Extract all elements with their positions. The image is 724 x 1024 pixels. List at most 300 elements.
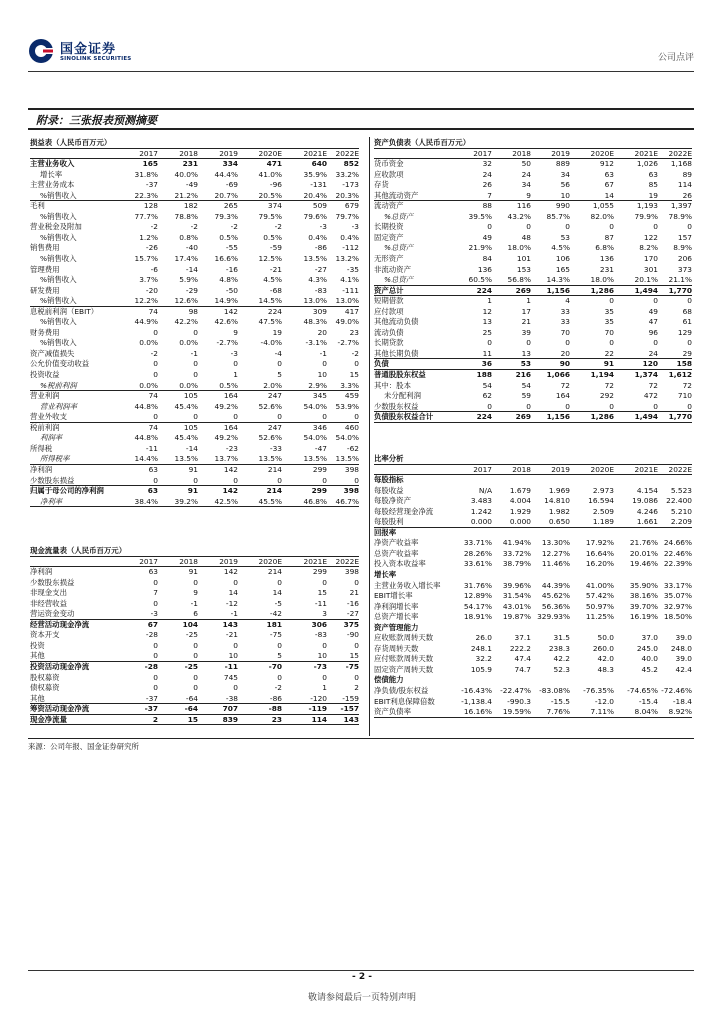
cell-value: 2018	[179, 148, 198, 158]
cell-value: 31.8%	[134, 169, 158, 179]
table-row	[30, 338, 359, 349]
cell-value: 306	[311, 619, 327, 629]
cell-value: 6.8%	[595, 243, 614, 253]
cell-value: 54	[482, 380, 492, 390]
cell-value: 301	[643, 264, 658, 274]
cell-value: 101	[516, 254, 531, 264]
cell-value: 329.93%	[537, 612, 570, 622]
cell-value: 0	[153, 577, 158, 587]
table-row	[30, 286, 359, 297]
cell-value: 1,194	[590, 370, 614, 380]
cell-value: 7	[153, 588, 158, 598]
cell-value: 1	[233, 370, 238, 380]
cell-value: 0	[233, 359, 238, 369]
cell-value: 20.4%	[303, 190, 327, 200]
row-label: 总资产增长率	[374, 612, 419, 622]
row-label: 资产负债率	[374, 707, 411, 717]
row-label: 税前利润	[30, 422, 60, 432]
cell-value: 299	[311, 486, 327, 496]
cell-value: 18.0%	[590, 275, 614, 285]
cell-value: 33.72%	[502, 548, 531, 558]
cell-value: 7	[487, 190, 492, 200]
table-row	[374, 549, 692, 560]
cell-value: 292	[599, 391, 614, 401]
cell-value: 181	[266, 619, 282, 629]
cell-value: 52.6%	[258, 401, 282, 411]
cell-value: 214	[267, 567, 282, 577]
cell-value: 2022E	[668, 148, 692, 158]
cell-value: 0	[233, 640, 238, 650]
cell-value: 2.9%	[308, 380, 327, 390]
row-label: 利润率	[40, 433, 63, 443]
cell-value: 53	[520, 359, 531, 369]
cell-value: 20	[560, 348, 570, 358]
table-row	[30, 578, 359, 589]
cell-value: 0	[526, 222, 531, 232]
cell-value: 47.4	[514, 654, 531, 664]
cell-value: 114	[677, 180, 692, 190]
table-row	[374, 570, 692, 581]
cell-value: 52.3	[553, 664, 570, 674]
row-label: %销售收入	[40, 275, 77, 285]
cell-value: 1.679	[509, 485, 531, 495]
cell-value: 84	[482, 254, 492, 264]
row-label: 债权募资	[30, 683, 60, 693]
cell-value: 164	[555, 391, 570, 401]
cell-value: 72	[604, 380, 614, 390]
table-row	[30, 265, 359, 276]
cell-value: 142	[223, 306, 238, 316]
brand-name-cn: 国金证券	[60, 42, 117, 57]
cell-value: 0	[322, 359, 327, 369]
cell-value: 1.969	[548, 485, 570, 495]
cell-value: 8.9%	[673, 243, 692, 253]
cell-value: 0	[153, 327, 158, 337]
cell-value: 0	[565, 401, 570, 411]
cell-value: 0	[653, 338, 658, 348]
cell-value: 142	[223, 464, 238, 474]
cell-value: 1,055	[592, 201, 614, 211]
cell-value: 35.07%	[663, 591, 692, 601]
table-row	[30, 683, 359, 694]
cell-value: 20	[317, 327, 327, 337]
cell-value: 0	[193, 672, 198, 682]
cell-value: 0	[193, 475, 198, 485]
cell-value: 16.64%	[585, 548, 614, 558]
cell-value: 0	[153, 370, 158, 380]
cell-value: 2019	[551, 148, 570, 158]
cell-value: 0	[609, 222, 614, 232]
cell-value: 269	[515, 412, 531, 422]
cell-value: -22.47%	[500, 686, 531, 696]
cell-value: 710	[677, 391, 692, 401]
cell-value: 9	[193, 588, 198, 598]
cell-value: 22.3%	[134, 190, 158, 200]
cell-value: 20.3%	[335, 190, 359, 200]
cell-value: 32.2	[475, 654, 492, 664]
cell-value: 0	[233, 475, 238, 485]
row-label: %总资产	[384, 211, 414, 221]
cell-value: 47	[648, 317, 658, 327]
cell-value: 20.7%	[214, 190, 238, 200]
table-row	[374, 370, 692, 381]
cell-value: 0	[354, 577, 359, 587]
cell-value: 70	[560, 327, 570, 337]
cell-value: 398	[344, 464, 359, 474]
row-label: 销售费用	[30, 243, 60, 253]
cell-value: 852	[343, 159, 359, 169]
cell-value: 1	[322, 683, 327, 693]
row-label: 投资活动现金净流	[30, 662, 90, 672]
cell-value: 164	[223, 391, 238, 401]
cell-value: 309	[312, 306, 327, 316]
cell-value: 14.5%	[258, 296, 282, 306]
cell-value: 16.19%	[629, 612, 658, 622]
cell-value: 0	[487, 338, 492, 348]
cell-value: 56.36%	[541, 601, 570, 611]
row-label: %销售收入	[40, 296, 77, 306]
cell-value: 26	[682, 190, 692, 200]
cell-value: 31.54%	[502, 591, 531, 601]
cell-value: 79.5%	[258, 211, 282, 221]
cell-value: 248.1	[470, 643, 492, 653]
row-label: 固定资产周转天数	[374, 664, 434, 674]
row-label: 应收款项	[374, 169, 404, 179]
cell-value: 334	[222, 159, 238, 169]
cell-value: 5	[277, 370, 282, 380]
cell-value: 23	[349, 327, 359, 337]
table-title	[30, 546, 359, 557]
cell-value: 143	[222, 619, 238, 629]
cell-value: -21	[269, 264, 282, 274]
cell-value: 2.209	[670, 517, 692, 527]
cell-value: 56	[560, 180, 570, 190]
cell-value: 50	[521, 159, 531, 169]
cell-value: 72	[682, 380, 692, 390]
table-row	[30, 465, 359, 476]
row-label: 应收账款周转天数	[374, 633, 434, 643]
appendix-title: 附录：三张报表预测摘要	[36, 114, 157, 127]
cell-value: 238.3	[548, 643, 570, 653]
cell-value: 24.66%	[663, 538, 692, 548]
table-row	[374, 307, 692, 318]
row-label: 未分配利润	[384, 391, 421, 401]
cell-value: 82.0%	[590, 211, 614, 221]
cell-value: 1,168	[670, 159, 692, 169]
cell-value: 39.2%	[174, 496, 198, 506]
cell-value: -64	[185, 693, 198, 703]
cell-value: 214	[266, 486, 282, 496]
cell-value: 0	[193, 327, 198, 337]
table-row	[30, 599, 359, 610]
row-label: 长期贷款	[374, 338, 404, 348]
table-row	[30, 349, 359, 360]
row-label: %总资产	[384, 243, 414, 253]
cell-value: 0	[233, 412, 238, 422]
table-row	[374, 222, 692, 233]
row-label: 偿债能力	[374, 675, 404, 685]
row-label: %销售收入	[40, 211, 77, 221]
row-label: 存货	[374, 180, 389, 190]
cell-value: 12.2%	[134, 296, 158, 306]
cell-value: 165	[555, 264, 570, 274]
cell-value: 0	[193, 640, 198, 650]
row-label: %销售收入	[40, 317, 77, 327]
cell-value: 25	[482, 327, 492, 337]
cell-value: -12.0	[594, 696, 614, 706]
source-note: 来源：公司年报、国金证券研究所	[28, 738, 694, 752]
cell-value: 136	[599, 254, 614, 264]
table-row	[30, 370, 359, 381]
cell-value: 990	[555, 201, 570, 211]
cell-value: -5	[274, 598, 282, 608]
row-label: %销售收入	[40, 232, 77, 242]
cell-value: 21	[521, 317, 531, 327]
cell-value: 42.2%	[174, 317, 198, 327]
row-label: 流动资产	[374, 201, 404, 211]
cell-value: 13.5%	[303, 454, 327, 464]
disclaimer-note: 敬请参阅最后一页特别声明	[307, 993, 416, 1003]
cell-value: 2.0%	[263, 380, 282, 390]
cell-value: 31.76%	[463, 580, 492, 590]
cell-value: 38.16%	[629, 591, 658, 601]
cell-value: 1,286	[590, 285, 614, 295]
cell-value: 33	[560, 317, 570, 327]
cell-value: -25	[185, 630, 198, 640]
cell-value: 245.0	[636, 643, 658, 653]
cell-value: 4.246	[636, 506, 658, 516]
cell-value: 16.16%	[463, 707, 492, 717]
table-row	[30, 254, 359, 265]
row-label: 负债	[374, 359, 389, 369]
row-label: 资本开支	[30, 630, 60, 640]
cell-value: 54	[521, 380, 531, 390]
cell-value: 0.0%	[179, 380, 198, 390]
cell-value: 2021E	[303, 148, 327, 158]
cell-value: -11	[224, 662, 238, 672]
cell-value: -2	[150, 222, 158, 232]
cell-value: 269	[515, 285, 531, 295]
cell-value: 18.91%	[463, 612, 492, 622]
cell-value: 49.2%	[214, 433, 238, 443]
cell-value: -16	[346, 598, 359, 608]
cell-value: 33.2%	[335, 169, 359, 179]
row-label: 存货周转天数	[374, 643, 419, 653]
row-label: 其他流动资产	[374, 190, 419, 200]
cell-value: 188	[476, 370, 492, 380]
cell-value: 165	[142, 159, 158, 169]
cell-value: 4.1%	[340, 275, 359, 285]
cell-value: 19.59%	[502, 707, 531, 717]
cell-value: -20	[145, 285, 158, 295]
cell-value: 13.2%	[335, 254, 359, 264]
row-label: 其他	[30, 651, 45, 661]
cell-value: -76.35%	[583, 686, 614, 696]
table-row	[374, 286, 692, 297]
cell-value: -62	[346, 443, 359, 453]
cell-value: -42	[269, 609, 282, 619]
row-label: 净负债/股东权益	[374, 686, 429, 696]
cell-value: 44.8%	[134, 433, 158, 443]
cell-value: 4	[565, 296, 570, 306]
cell-value: 0	[322, 640, 327, 650]
cell-value: -159	[342, 693, 359, 703]
year-header-row	[30, 149, 359, 160]
row-label: 每股经营现金净流	[374, 506, 434, 516]
cell-value: -15.4	[638, 696, 658, 706]
cell-value: -14	[185, 264, 198, 274]
cell-value: 91	[603, 359, 614, 369]
cell-value: 72	[560, 380, 570, 390]
cell-value: 42.6%	[214, 317, 238, 327]
table-row	[374, 359, 692, 370]
cell-value: 49.2%	[214, 401, 238, 411]
cell-value: 1,193	[636, 201, 658, 211]
cell-value: 12.27%	[541, 548, 570, 558]
row-label: 主营业务收入	[30, 159, 75, 169]
cell-value: 52.6%	[258, 433, 282, 443]
cell-value: 10	[317, 370, 327, 380]
cell-value: -25	[184, 662, 198, 672]
cell-value: 12.89%	[463, 591, 492, 601]
cell-value: -90	[346, 630, 359, 640]
table-row	[30, 201, 359, 212]
cell-value: 0	[153, 683, 158, 693]
cell-value: 14.3%	[546, 275, 570, 285]
cell-value: -28	[145, 630, 158, 640]
cell-value: 35.9%	[303, 169, 327, 179]
cell-value: 0	[322, 672, 327, 682]
cell-value: 12.6%	[174, 296, 198, 306]
row-label: 少数股东损益	[30, 577, 75, 587]
cell-value: 91	[187, 486, 198, 496]
cell-value: 78.8%	[174, 211, 198, 221]
row-label: 非现金支出	[30, 588, 67, 598]
cell-value: 14.810	[544, 496, 570, 506]
cell-value: 2017	[139, 556, 158, 566]
row-label: 其中：股本	[374, 380, 411, 390]
cell-value: 0	[354, 412, 359, 422]
cell-value: -990.3	[507, 696, 531, 706]
table-row	[374, 275, 692, 286]
cell-value: 224	[476, 285, 492, 295]
table-row	[30, 222, 359, 233]
cell-value: 59	[521, 391, 531, 401]
row-label: 长期投资	[374, 222, 404, 232]
cell-value: 15	[349, 370, 359, 380]
cell-value: 0	[153, 598, 158, 608]
row-label: 回报率	[374, 527, 397, 537]
cell-value: 74.7	[514, 664, 531, 674]
cell-value: -28	[144, 662, 158, 672]
cell-value: 62	[482, 391, 492, 401]
cell-value: 14.4%	[134, 454, 158, 464]
table-row	[374, 201, 692, 212]
cell-value: 63	[148, 464, 158, 474]
row-label: 少数股东权益	[374, 401, 419, 411]
document-type: 公司点评	[657, 53, 694, 63]
cell-value: -3	[230, 348, 238, 358]
row-label: 应付款项	[374, 306, 404, 316]
cell-value: 39.0	[675, 654, 692, 664]
row-label: 归属于母公司的净利润	[30, 486, 104, 496]
cell-value: 0.000	[509, 517, 531, 527]
row-label: 非流动资产	[374, 264, 411, 274]
cell-value: -11	[145, 443, 158, 453]
cell-value: 8.2%	[639, 243, 658, 253]
column-divider	[369, 137, 370, 736]
cell-value: 53.9%	[335, 401, 359, 411]
cell-value: 17	[521, 306, 531, 316]
sinolink-logo-icon	[28, 38, 54, 64]
cell-value: 0	[322, 412, 327, 422]
cell-value: 0	[653, 401, 658, 411]
cell-value: 13.5%	[303, 254, 327, 264]
cell-value: 79.6%	[303, 211, 327, 221]
cell-value: 63	[147, 486, 158, 496]
cell-value: 53	[560, 232, 570, 242]
cell-value: 49	[648, 306, 658, 316]
cell-value: 157	[677, 232, 692, 242]
row-label: 投资	[30, 640, 45, 650]
cell-value: 0.5%	[219, 232, 238, 242]
cell-value: 13	[482, 317, 492, 327]
row-label: 资产总计	[374, 285, 404, 295]
cell-value: 89	[682, 169, 692, 179]
cell-value: 216	[515, 370, 531, 380]
cell-value: 4.8%	[219, 275, 238, 285]
cell-value: 2019	[551, 464, 570, 474]
cell-value: 28.26%	[463, 548, 492, 558]
row-label: 营运资金变动	[30, 609, 75, 619]
cell-value: 63	[648, 169, 658, 179]
cell-value: 16.594	[588, 496, 614, 506]
cell-value: 0	[153, 640, 158, 650]
cell-value: -1	[190, 598, 198, 608]
cell-value: -2	[351, 348, 359, 358]
cell-value: 24	[521, 169, 531, 179]
cell-value: -2	[274, 222, 282, 232]
cell-value: 1.982	[548, 506, 570, 516]
cell-value: 105.9	[470, 664, 492, 674]
table-row	[30, 715, 359, 726]
cell-value: 46.8%	[303, 496, 327, 506]
row-label: 比率分析	[374, 454, 404, 463]
cell-value: 0	[193, 359, 198, 369]
cell-value: 164	[223, 422, 238, 432]
cell-value: 0.4%	[308, 232, 327, 242]
table-row	[30, 454, 359, 465]
table-row	[374, 686, 692, 697]
cell-value: 61	[682, 317, 692, 327]
cell-value: 2	[354, 683, 359, 693]
cell-value: -21	[225, 630, 238, 640]
table-row	[374, 212, 692, 223]
row-label: %销售收入	[40, 190, 77, 200]
cell-value: 44.9%	[134, 317, 158, 327]
cell-value: 0	[653, 222, 658, 232]
cell-value: 299	[312, 567, 327, 577]
cell-value: 0	[565, 222, 570, 232]
cell-value: -74.65%	[627, 686, 658, 696]
row-label: 主营业务成本	[30, 180, 75, 190]
cell-value: 222.2	[509, 643, 531, 653]
cell-value: 39.96%	[502, 580, 531, 590]
table-row	[374, 623, 692, 634]
cell-value: 3.3%	[340, 380, 359, 390]
cell-value: 33.17%	[663, 580, 692, 590]
cell-value: 67	[147, 619, 158, 629]
